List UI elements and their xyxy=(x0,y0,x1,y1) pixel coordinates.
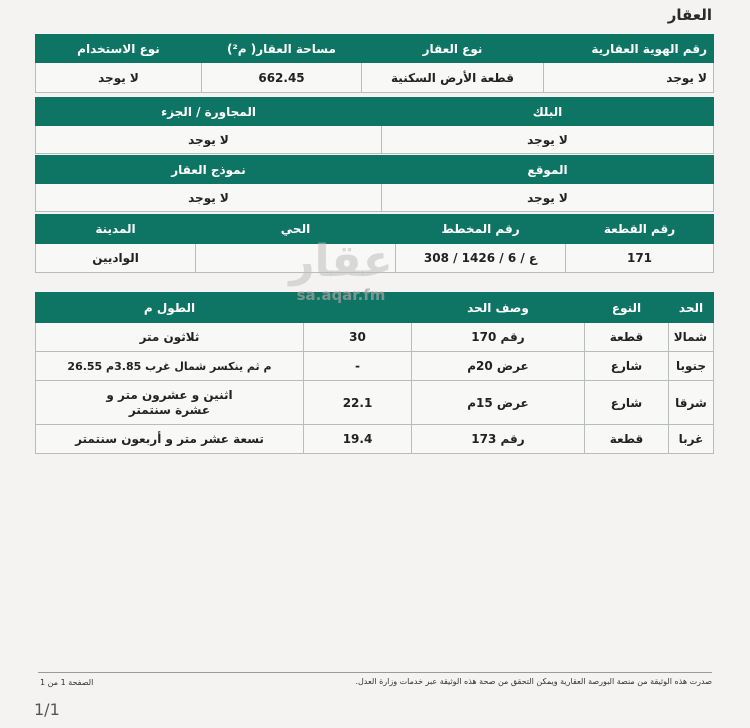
header-parcel-number: رقم القطعة xyxy=(566,215,714,244)
cell-length-text: اثنين و عشرون متر و عشرة سنتمتر xyxy=(36,381,304,425)
footer-page-number: الصفحة 1 من 1 xyxy=(40,678,94,687)
header-neighborhood-part: المجاورة / الجزء xyxy=(36,98,382,126)
cell-type: قطعة xyxy=(585,323,669,352)
footer-divider xyxy=(38,672,712,673)
table-row xyxy=(36,352,714,381)
cell-description: رقم 170 xyxy=(412,323,585,352)
value-plan-number xyxy=(396,244,566,273)
header-description: وصف الحد xyxy=(412,293,585,323)
cell-length-text: تسعة عشر متر و أربعون سنتمتر xyxy=(36,425,304,454)
header-length: الطول م xyxy=(36,293,304,323)
cell-length-text: م ثم ينكسر شمال غرب 3.85م 26.55 xyxy=(36,352,304,381)
page-counter: 1/1 xyxy=(34,700,60,719)
watermark-logo: عقار xyxy=(289,236,393,287)
table-row xyxy=(36,425,714,454)
table-row xyxy=(36,323,714,352)
footer-note: صدرت هذه الوثيقة من منصة البورصة العقارية ويمكن التحقق من صحة هذه الوثيقة عبر خدمات وزارة العدل. xyxy=(355,677,712,686)
cell-description: رقم 173 xyxy=(412,425,585,454)
cell-type: قطعة xyxy=(585,425,669,454)
value-usage: لا يوجد xyxy=(36,63,202,93)
value-property-type: قطعة الأرض السكنية xyxy=(362,63,544,93)
cell-length: 30 xyxy=(304,323,412,352)
block-table xyxy=(35,97,714,154)
header-property-type: نوع العقار xyxy=(362,35,544,63)
header-city: المدينة xyxy=(36,215,196,244)
watermark-url: sa.aqar.fm xyxy=(296,286,386,304)
header-type: النوع xyxy=(585,293,669,323)
header-district: الحي xyxy=(196,215,396,244)
header-area: مساحة العقار( م²) xyxy=(202,35,362,63)
value-parcel-number: 171 xyxy=(566,244,714,273)
boundaries-table xyxy=(35,292,714,454)
aqar-watermark xyxy=(276,238,406,304)
plan-number-text: 308 / 1426 / ع / 6 xyxy=(423,251,538,265)
cell-length: 22.1 xyxy=(304,381,412,425)
value-city: الواديين xyxy=(36,244,196,273)
header-property-model: نموذج العقار xyxy=(36,156,382,184)
table-row xyxy=(36,381,714,425)
cell-length-text: ثلاثون متر xyxy=(36,323,304,352)
location-table xyxy=(35,155,714,212)
value-block: لا يوجد xyxy=(382,126,714,154)
page-title: العقار xyxy=(667,6,712,24)
header-side: الحد xyxy=(669,293,714,323)
value-area: 662.45 xyxy=(202,63,362,93)
cell-length: - xyxy=(304,352,412,381)
value-location: لا يوجد xyxy=(382,184,714,212)
header-location: الموقع xyxy=(382,156,714,184)
cell-type: شارع xyxy=(585,381,669,425)
header-usage: نوع الاستخدام xyxy=(36,35,202,63)
cell-side: شرقا xyxy=(669,381,714,425)
cell-side: جنوبا xyxy=(669,352,714,381)
cell-description: عرض 20م xyxy=(412,352,585,381)
header-plan-number: رقم المخطط xyxy=(396,215,566,244)
header-block: البلك xyxy=(382,98,714,126)
cell-side: شمالا xyxy=(669,323,714,352)
value-neighborhood-part: لا يوجد xyxy=(36,126,382,154)
value-property-model: لا يوجد xyxy=(36,184,382,212)
header-property-id: رقم الهوية العقارية xyxy=(544,35,714,63)
cell-description: عرض 15م xyxy=(412,381,585,425)
cell-type: شارع xyxy=(585,352,669,381)
identity-table xyxy=(35,34,714,93)
value-property-id: لا يوجد xyxy=(544,63,714,93)
cell-length: 19.4 xyxy=(304,425,412,454)
cell-side: غربا xyxy=(669,425,714,454)
